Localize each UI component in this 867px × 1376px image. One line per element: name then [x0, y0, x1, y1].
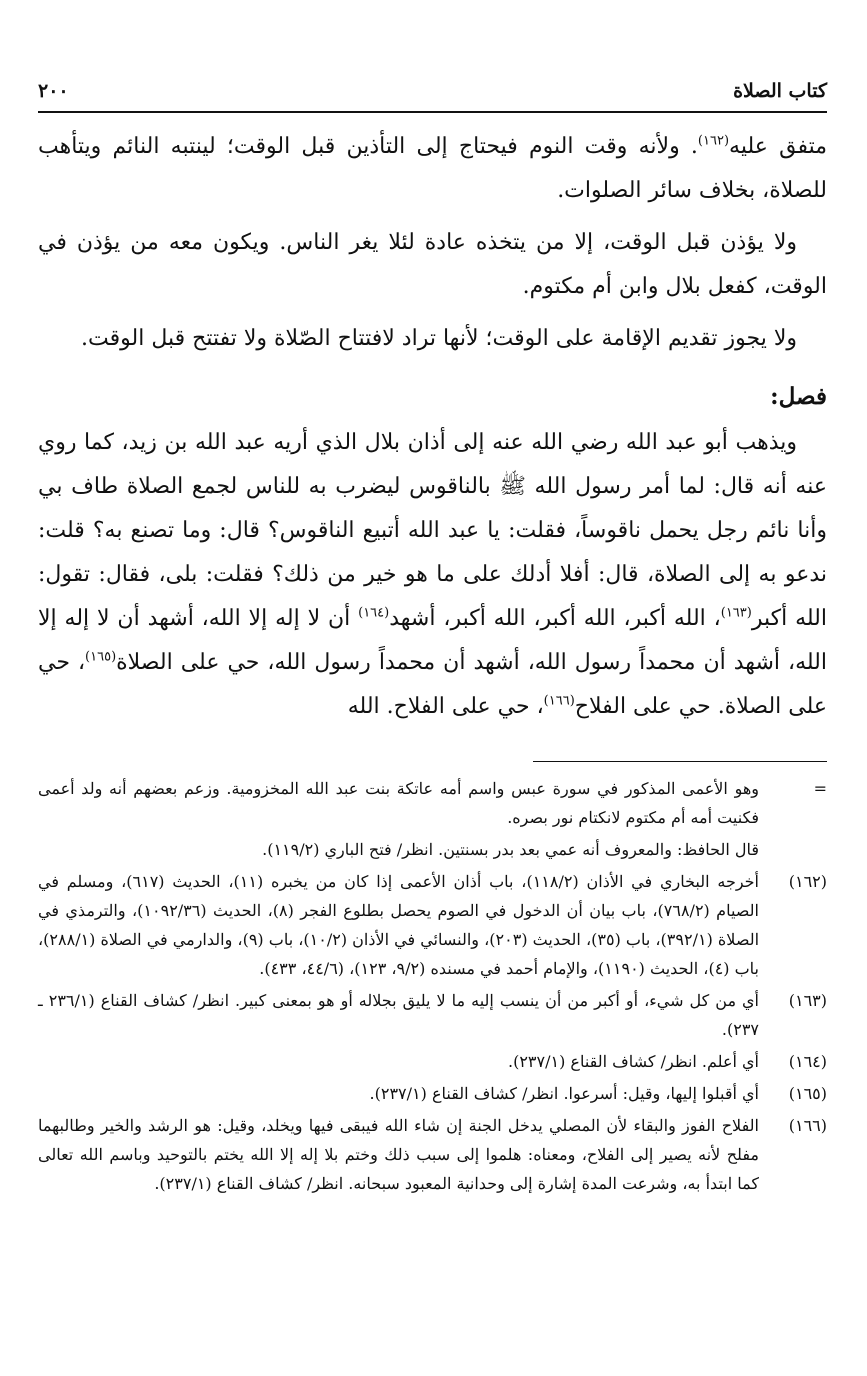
footnote-number: (١٦٤) — [788, 1052, 827, 1071]
footnote-166 — [38, 1111, 827, 1198]
paragraph-4: ويذهب أبو عبد الله رضي الله عنه إلى أذان بلال الذي أريه عبد الله بن زيد، كما روي عنه أنه قال: لما أمر رسول الله ﷺ بالناقوس ليضرب به للناس لجمع الصلاة طاف بي وأنا نائم رجل يحمل ناقوساً، فقلت: يا عبد الله أتبيع الناقوس؟ قال: وما تصنع به؟ قلت: ندعو به إلى الصلاة، قال: أفلا أدلك على ما هو خير من ذلك؟ فقلت: بلى، فقال: تقول: الله أكبر$^{(١٦٣)}$، الله أكبر، الله أكبر، الله أكبر، أشهد$^{(١٦٤)}$ أن لا إله إلا الله، أشهد أن لا إله إلا الله، أشهد أن محمداً رسول الله، أشهد أن محمداً رسول الله، حي على الصلاة$^{(١٦٥)}$، حي على الصلاة. حي على الفلاح$^{(١٦٦)}$، حي على الفلاح. الله — [38, 430, 827, 719]
footnote-continuation — [38, 774, 827, 832]
footnote-text: أي أعلم. انظر/ كشاف القناع (٢٣٧/١). — [507, 1052, 759, 1071]
footnote-165 — [38, 1079, 827, 1108]
running-head — [38, 58, 827, 102]
footnote-text: أي من كل شيء، أو أكبر من أن ينسب إليه ما لا يليق بجلاله أو هو بمعنى كبير. انظر/ كشاف القناع (٢٣٦/١ ـ ٢٣٧). — [38, 991, 760, 1039]
footnote-text: أي أقبلوا إليها، وقيل: أسرعوا. انظر/ كشاف القناع (٢٣٧/١). — [369, 1084, 759, 1103]
main-text — [38, 125, 827, 737]
footnote-162 — [38, 867, 827, 983]
footnote-continuation-2 — [38, 835, 827, 864]
footnote-163 — [38, 986, 827, 1044]
paragraph-3: ولا يجوز تقديم الإقامة على الوقت؛ لأنها تراد لافتتاح الصّلاة ولا تفتتح قبل الوقت. — [81, 326, 797, 351]
paragraph-1: متفق عليه$^{(١٦٢)}$. ولأنه وقت النوم فيحتاج إلى التأذين قبل الوقت؛ لينتبه النائم ويتأهب للصلاة، بخلاف سائر الصلوات. — [38, 133, 827, 203]
footnote-number: = — [813, 779, 827, 798]
footnote-number: (١٦٢) — [788, 872, 827, 891]
footnote-number: (١٦٦) — [788, 1116, 827, 1135]
footnote-text: وهو الأعمى المذكور في سورة عبس واسم أمه عاتكة بنت عبد الله المخزومية. وزعم بعضهم أنه ولد أعمى فكنيت أمه أم مكتوم لانكتام نور بصره. — [38, 779, 759, 827]
footnote-ref-163: (١٦٣) — [720, 605, 752, 621]
footnote-text: قال الحافظ: والمعروف أنه عمي بعد بدر بسنتين. انظر/ فتح الباري (١١٩/٢). — [262, 840, 759, 859]
footnote-ref-166: (١٦٦) — [543, 693, 575, 709]
footnote-164 — [38, 1047, 827, 1076]
footnote-number: (١٦٥) — [788, 1084, 827, 1103]
paragraph-2: ولا يؤذن قبل الوقت، إلا من يتخذه عادة لئلا يغر الناس. ويكون معه من يؤذن في الوقت، كفعل بلال وابن أم مكتوم. — [38, 230, 827, 299]
book-title: كتاب الصلاة — [733, 80, 827, 102]
footnote-ref-165: (١٦٥) — [85, 649, 117, 665]
footnote-text: أخرجه البخاري في الأذان (١١٨/٢)، باب أذان الأعمى إذا كان من يخبره (١١)، الحديث (٦١٧)، ومسلم في الصيام (٧٦٨/٢)، باب بيان أن الدخول في الصوم يحصل بطلوع الفجر (٨)، الحديث (١٠٩٢/٣٦)، والترمذي في الصلاة (٣٩٢/١)، باب (٣٥)، الحديث (٢٠٣)، والنسائي في الأذان (١٠/٢)، باب (٩)، والدارمي في الصلاة (٢٨٨/١)، باب (٤)، الحديث (١١٩٠)، والإمام أحمد في مسنده (٩/٢، ١٢٣)، (٤٤/٦، ٤٣٣). — [38, 872, 760, 978]
footnote-text: الفلاح الفوز والبقاء لأن المصلي يدخل الجنة إن شاء الله فيبقى فيها ويخلد، وقيل: هو الرشد والخير وطالبهما مفلح لأنه يصير إلى الفلاح، ومعناه: هلموا إلى سبب ذلك وختم بلا إله إلا الله يختم بالتوحيد وباسم الله تعالى كما ابتدأ به، وشرعت المدة إشارة إلى وحدانية المعبود سبحانه. انظر/ كشاف القناع (٢٣٧/١). — [38, 1116, 760, 1193]
section-heading: فصل: — [770, 383, 827, 410]
footnote-ref-162: (١٦٢) — [697, 133, 730, 149]
page-number: ٢٠٠ — [38, 80, 69, 102]
footnote-number — [759, 835, 827, 864]
footnote-separator — [533, 761, 827, 762]
footnote-ref-164: (١٦٤) — [358, 605, 390, 621]
footnote-number: (١٦٣) — [788, 991, 827, 1010]
footnotes — [38, 774, 827, 1201]
header-rule — [38, 111, 827, 113]
